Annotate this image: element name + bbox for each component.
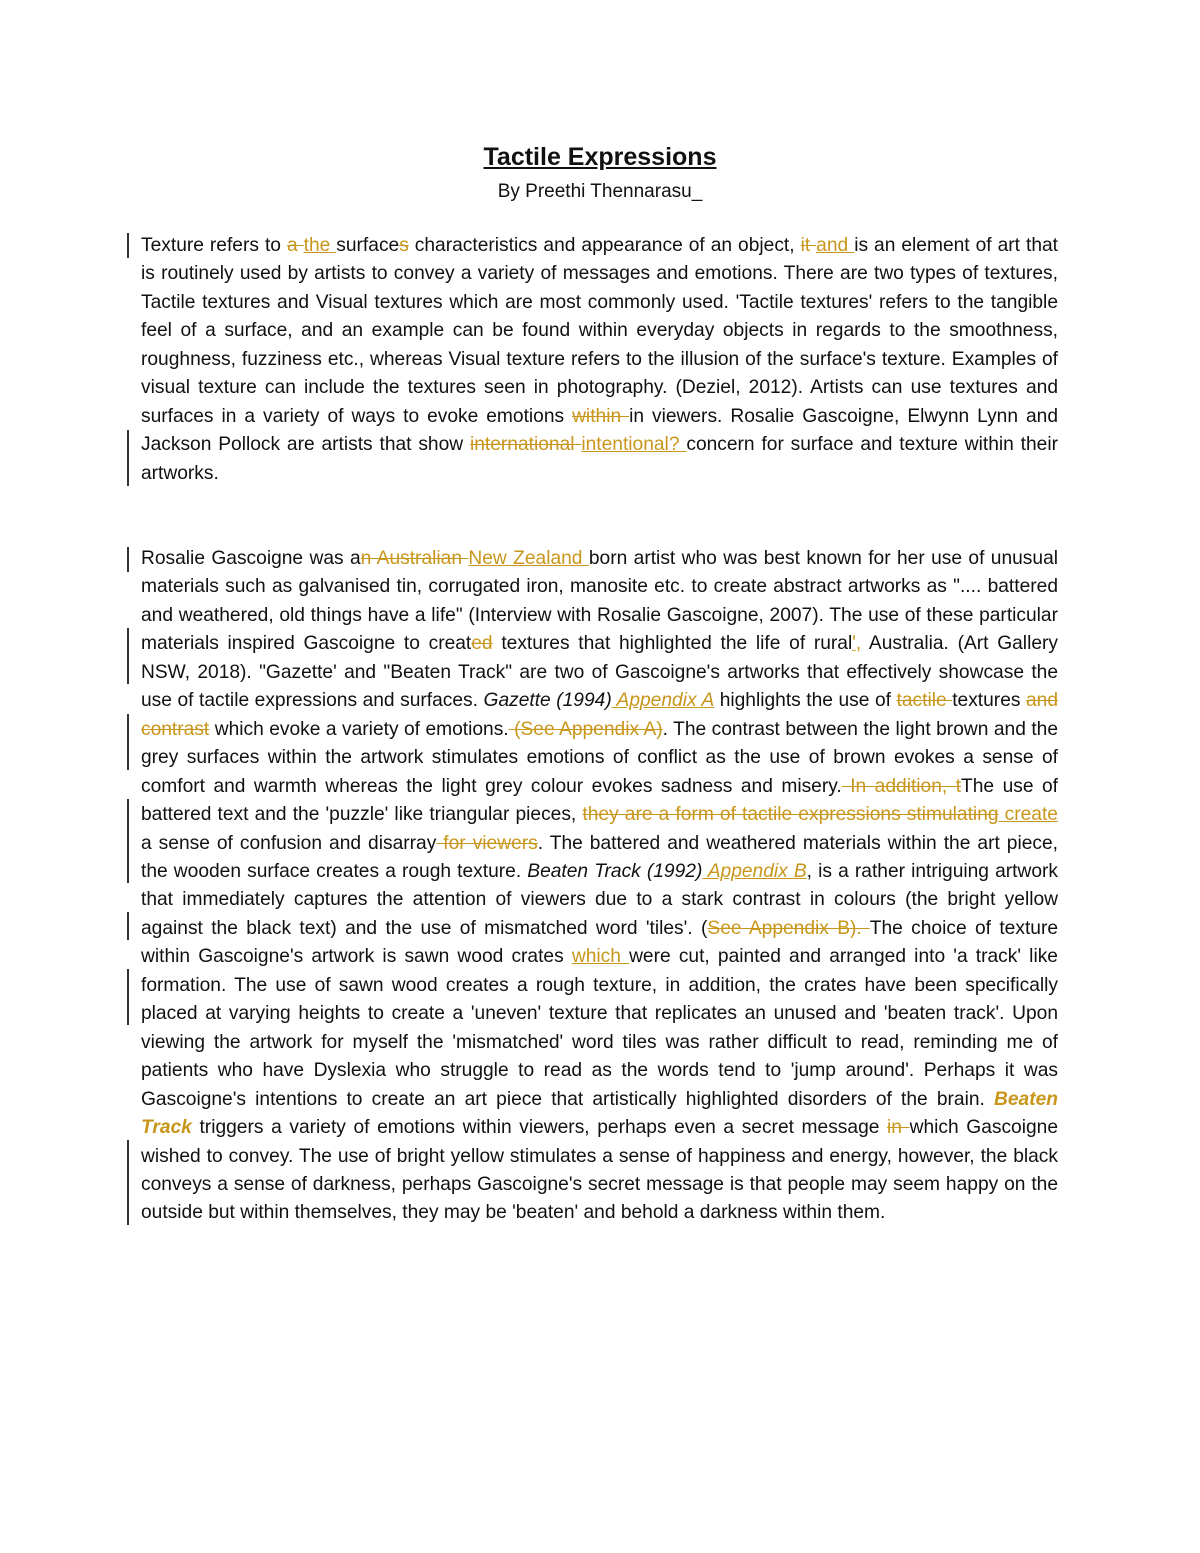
text-run: concern for surface and texture within their artworks. xyxy=(141,434,1058,484)
text-run: Rosalie Gascoigne was a xyxy=(141,548,361,569)
deleted-text: they are a form of tactile expressions stimulating xyxy=(582,804,999,826)
paragraph-1 xyxy=(141,232,1058,488)
text-run: , is a rather intriguing artwork that immediately captures the attention of viewers due to a stark contrast in colours (the bright yellow against the black text) and the use of mismatched word 'tiles'. ( xyxy=(141,860,1059,939)
change-bar xyxy=(127,628,129,684)
document-title: Tactile Expressions xyxy=(483,143,717,171)
change-bar xyxy=(127,714,129,770)
deleted-text: See Appendix B). xyxy=(707,917,870,939)
change-bar xyxy=(127,547,129,572)
appendix-reference: Appendix A xyxy=(611,690,715,712)
text-run: he use of battered text and the 'puzzle' like triangular pieces, xyxy=(141,775,1058,826)
inserted-text: create xyxy=(998,804,1058,826)
text-run: Texture refers to xyxy=(141,235,287,256)
inserted-text: ', xyxy=(852,633,862,655)
inserted-text: and xyxy=(816,235,855,256)
change-bar xyxy=(127,969,129,1025)
change-bar xyxy=(127,1140,129,1225)
deleted-text: in xyxy=(887,1117,910,1139)
deleted-text: s xyxy=(399,235,409,256)
deleted-text: In addition, t xyxy=(841,775,962,797)
text-run: textures that highlighted the life of rural xyxy=(492,633,853,655)
author-byline: By Preethi Thennarasu_ xyxy=(497,181,703,202)
text-run: The choice of texture within Gascoigne's artwork is sawn wood crates xyxy=(141,917,1059,968)
change-bar xyxy=(127,799,129,883)
artwork-title: Gazette (1994) xyxy=(483,690,612,712)
text-run: Australia. (Art Gallery NSW, 2018). "Gazette' and "Beaten Track" are two of Gascoigne's artworks that effectively showcase the use of tactile expressions and surfaces. xyxy=(141,633,1058,712)
text-run: a sense of confusion and disarray xyxy=(141,832,437,854)
deleted-text: (See Appendix A) xyxy=(508,718,663,740)
deleted-text: within xyxy=(572,405,630,427)
inserted-text: New Zealand xyxy=(468,548,589,569)
paragraph-2 xyxy=(141,545,1058,1228)
text-run: is an element of art that is routinely used by artists to convey a variety of messages and emotions. There are two types of textures, Tactile textures and Visual textures which are most commonly used. 'Tactile textures' refers to the tangible feel of a surface, and an example can be found within everyday objects in regards to the smoothness, roughness, fuzziness etc., whereas Visual texture refers to the illusion of the surface's texture. Examples of visual texture can include the textures seen in photography. (Deziel, 2012). Artists can use textures and surfaces in a variety of ways to evoke emotions xyxy=(141,235,1058,427)
text-run: in viewers. Rosalie Gascoigne, Elwynn Lynn and Jackson Pollock are artists that show xyxy=(141,405,1059,456)
text-run: textures xyxy=(952,690,1026,712)
deleted-text: for viewers xyxy=(436,832,538,854)
change-bar xyxy=(127,912,129,940)
artwork-title-highlighted: Beaten Track xyxy=(141,1088,1058,1139)
text-run: surface xyxy=(336,235,400,256)
deleted-text: it xyxy=(800,235,817,256)
text-run: which Gascoigne wished to convey. The use of bright yellow stimulates a sense of happiness and energy, however, the black conveys a sense of darkness, perhaps Gascoigne's secret message is that people may seem happy on the outside but within themselves, they may be 'beaten' and behold a darkness within them. xyxy=(141,1117,1058,1224)
artwork-title: Beaten Track (1992) xyxy=(527,860,703,882)
text-run: . The contrast between the light brown and the grey surfaces within the artwork stimulates emotions of conflict as the use of brown evokes a sense of comfort and warmth whereas the light grey colour evokes sadness and misery. xyxy=(141,718,1058,797)
deleted-text: tactile xyxy=(896,690,953,712)
inserted-text: the xyxy=(303,235,337,256)
text-run: characteristics and appearance of an object, xyxy=(408,235,801,256)
text-run: born artist who was best known for her use of unusual materials such as galvanised tin, corrugated iron, manosite etc. to create abstract artworks as ".... battered and weathered, old things have a life" (Interview with Rosalie Gascoigne, 2007). The use of these particular materials inspired Gascoigne to creat xyxy=(141,548,1058,655)
deleted-text: international xyxy=(469,434,582,456)
text-run: which evoke a variety of emotions. xyxy=(209,718,509,740)
deleted-text: and contrast xyxy=(141,690,1059,740)
text-run: . The battered and weathered materials within the art piece, the wooden surface creates a rough texture. xyxy=(141,832,1058,882)
deleted-text: ed xyxy=(471,633,493,655)
inserted-text: intentional? xyxy=(581,434,687,456)
deleted-text: a xyxy=(286,235,304,256)
text-run: triggers a variety of emotions within viewers, perhaps even a secret message xyxy=(191,1117,888,1139)
change-bar xyxy=(127,430,129,486)
text-run: highlights the use of xyxy=(714,690,897,712)
appendix-reference: Appendix B xyxy=(702,860,807,882)
text-run: were cut, painted and arranged into 'a track' like formation. The use of sawn wood creates a rough texture, in addition, the crates have been specifically placed at varying heights to create a 'uneven' texture that replicates an unused and 'beaten track'. Upon viewing the artwork for myself the 'mismatched' word tiles was rather difficult to read, reminding me of patients who have Dyslexia who struggle to read as the words tend to 'jump around'. Perhaps it was Gascoigne's intentions to create an art piece that artistically highlighted disorders of the brain. xyxy=(141,946,1058,1110)
inserted-text: which xyxy=(571,946,630,968)
change-bar xyxy=(127,233,129,258)
text-run: T xyxy=(961,775,973,797)
deleted-text: n Australian xyxy=(360,548,469,569)
